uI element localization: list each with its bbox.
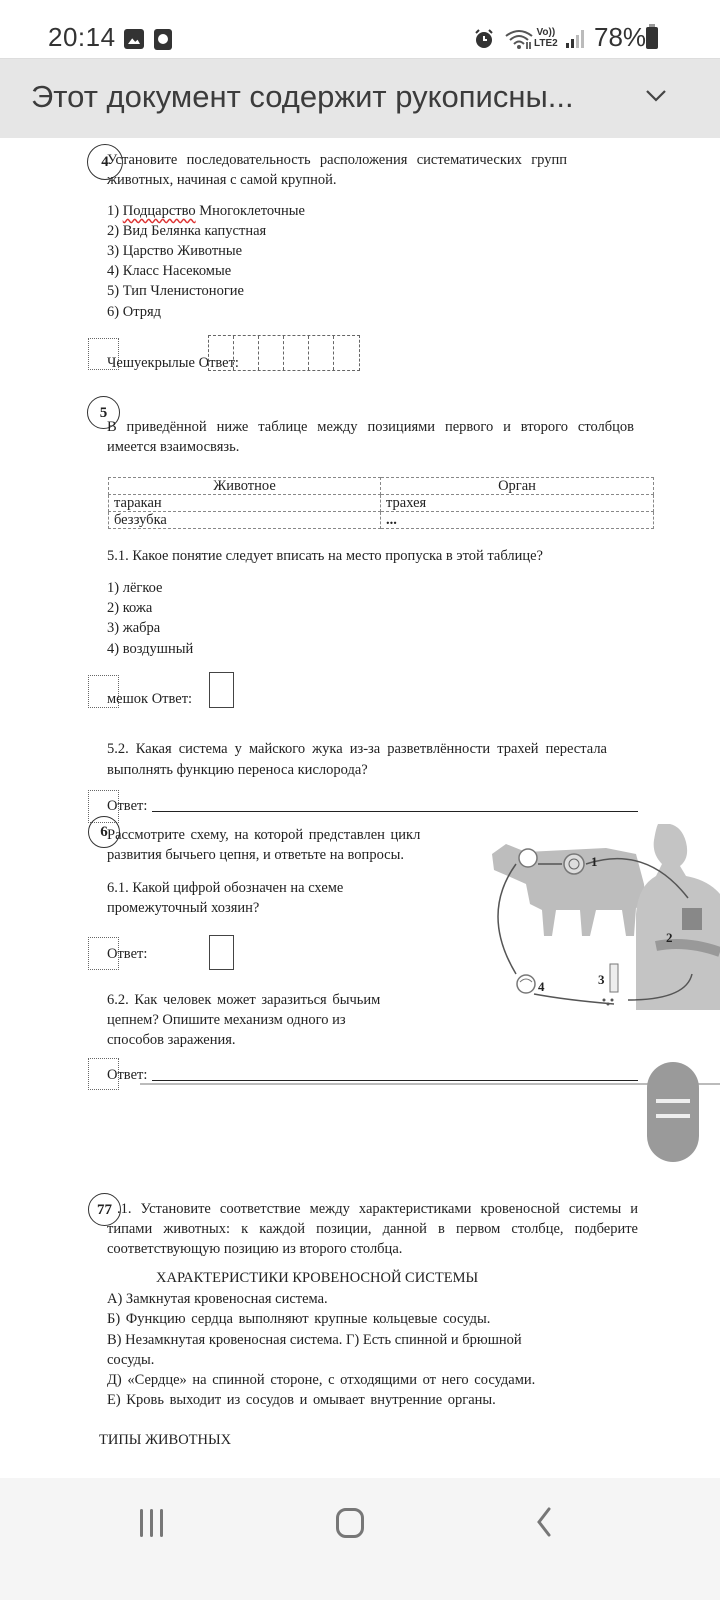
q5-text-line1: В приведённой ниже таблице между позициями первого и второго столбцов xyxy=(107,419,634,435)
q7-item: А) Замкнутая кровеносная система. xyxy=(107,1291,328,1307)
alarm-icon xyxy=(473,28,495,55)
battery-icon xyxy=(646,27,658,49)
wifi-icon xyxy=(504,28,534,55)
q7-item: В) Незамкнутая кровеносная система. Г) Есть спинной и брюшной xyxy=(107,1332,522,1348)
q7-text-line1: .1. Установите соответствие между характеристиками кровеносной системы и xyxy=(117,1201,638,1217)
q4-option: 5) Тип Членистоногие xyxy=(107,283,244,299)
q5-2-text-line1: 5.2. Какая система у майского жука из-за разветвлённости трахей перестала xyxy=(107,741,607,757)
q5-2-text-line2: выполнять функцию переноса кислорода? xyxy=(107,762,368,778)
q7-item: Д) «Сердце» на спинной стороне, с отходящими от него сосудами. xyxy=(107,1372,536,1388)
q6-1-answer-box[interactable] xyxy=(209,935,234,970)
q4-option: 1) Подцарство Многоклеточные xyxy=(107,203,305,219)
q6-2-text-line3: способов заражения. xyxy=(107,1032,236,1048)
handwriting-notice-banner[interactable] xyxy=(0,58,720,138)
notice-text: Этот документ содержит рукописны... xyxy=(31,79,574,114)
clock-app-icon xyxy=(154,29,172,50)
table-row: таракан трахея xyxy=(109,495,654,512)
q6-2-answer-label: Ответ: xyxy=(107,1067,148,1083)
q7-text-line2: типами животных: к каждой позиции, данной в первом столбце, подберите xyxy=(107,1221,638,1237)
q5-1-text: 5.1. Какое понятие следует вписать на место пропуска в этой таблице? xyxy=(107,548,543,564)
volte-lte2-icon: Vo)) LTE2 xyxy=(534,27,558,49)
q7-item: Е) Кровь выходит из сосудов и омывает внутренние органы. xyxy=(107,1392,496,1408)
q4-option: 4) Класс Насекомые xyxy=(107,263,232,279)
handle-line-icon xyxy=(656,1099,690,1103)
q7-item: сосуды. xyxy=(107,1352,155,1368)
q7-item: Б) Функцию сердца выполняют крупные кольцевые сосуды. xyxy=(107,1311,491,1327)
q5-1-answer-label: мешок Ответ: xyxy=(107,691,193,707)
q4-option: 6) Отряд xyxy=(107,304,162,320)
q5-text-line2: имеется взаимосвязь. xyxy=(107,439,240,455)
q7-types-heading: ТИПЫ ЖИВОТНЫХ xyxy=(99,1432,232,1448)
document-page xyxy=(0,138,720,1478)
q6-text-line2: развития бычьего цепня, и ответьте на вопросы. xyxy=(107,847,404,863)
human-silhouette xyxy=(636,824,720,1010)
q6-1-text-line1: 6.1. Какой цифрой обозначен на схеме xyxy=(107,880,344,896)
q5-2-answer-line[interactable] xyxy=(152,811,638,812)
q7-text-line3: соответствующую позицию из второго столбца. xyxy=(107,1241,403,1257)
q6-1-text-line2: промежуточный хозяин? xyxy=(107,900,260,916)
question-number-4: 4 xyxy=(87,144,123,180)
q5-2-answer-label: Ответ: xyxy=(107,798,148,814)
tapeworm-cycle-diagram xyxy=(486,824,720,1016)
q6-text-line1: Рассмотрите схему, на которой представлен цикл xyxy=(107,827,421,843)
back-icon[interactable] xyxy=(536,1506,552,1543)
q6-2-answer-line[interactable] xyxy=(152,1080,638,1081)
q5-1-option: 4) воздушный xyxy=(107,641,194,657)
q4-option: 3) Царство Животные xyxy=(107,243,243,259)
svg-text:2: 2 xyxy=(666,930,673,945)
svg-text:4: 4 xyxy=(538,979,545,994)
svg-text:3: 3 xyxy=(598,972,605,987)
q6-1-answer-label: Ответ: xyxy=(107,946,148,962)
q7-heading: ХАРАКТЕРИСТИКИ КРОВЕНОСНОЙ СИСТЕМЫ xyxy=(156,1270,479,1286)
signal-icon xyxy=(566,30,584,48)
table-row: беззубка ... xyxy=(109,512,654,529)
q4-option: 2) Вид Белянка капустная xyxy=(107,223,267,239)
question-number-7: 77 xyxy=(88,1193,121,1226)
question-number-5: 5 xyxy=(87,396,120,429)
table-header: Животное xyxy=(109,478,381,495)
relation-table xyxy=(108,477,654,529)
q6-2-text-line2: цепнем? Опишите механизм одного из xyxy=(107,1012,346,1028)
q5-1-option: 2) кожа xyxy=(107,600,153,616)
q4-text-line1: Установите последовательность расположения систематических групп xyxy=(107,152,567,168)
battery-percent: 78% xyxy=(594,22,647,52)
table-header: Орган xyxy=(381,478,654,495)
q5-1-answer-box[interactable] xyxy=(209,672,234,708)
q4-text-line2: животных, начиная с самой крупной. xyxy=(107,172,337,188)
question-number-6: 6 xyxy=(88,816,120,848)
handle-line-icon xyxy=(656,1114,690,1118)
scroll-handle[interactable] xyxy=(647,1062,699,1162)
q6-2-text-line1: 6.2. Как человек может заразиться бычьим xyxy=(107,992,381,1008)
home-icon[interactable] xyxy=(336,1508,364,1538)
q5-1-option: 3) жабра xyxy=(107,620,161,636)
gallery-icon xyxy=(124,29,144,49)
recent-apps-icon[interactable] xyxy=(140,1509,163,1537)
svg-text:1: 1 xyxy=(591,854,598,869)
q5-1-option: 1) лёгкое xyxy=(107,580,163,596)
status-time: 20:14 xyxy=(48,22,116,52)
q4-answer-label: Чешуекрылые Ответ: xyxy=(107,355,239,371)
navigation-bar xyxy=(0,1478,720,1600)
chevron-down-icon[interactable] xyxy=(645,88,667,109)
divider xyxy=(140,1083,720,1085)
